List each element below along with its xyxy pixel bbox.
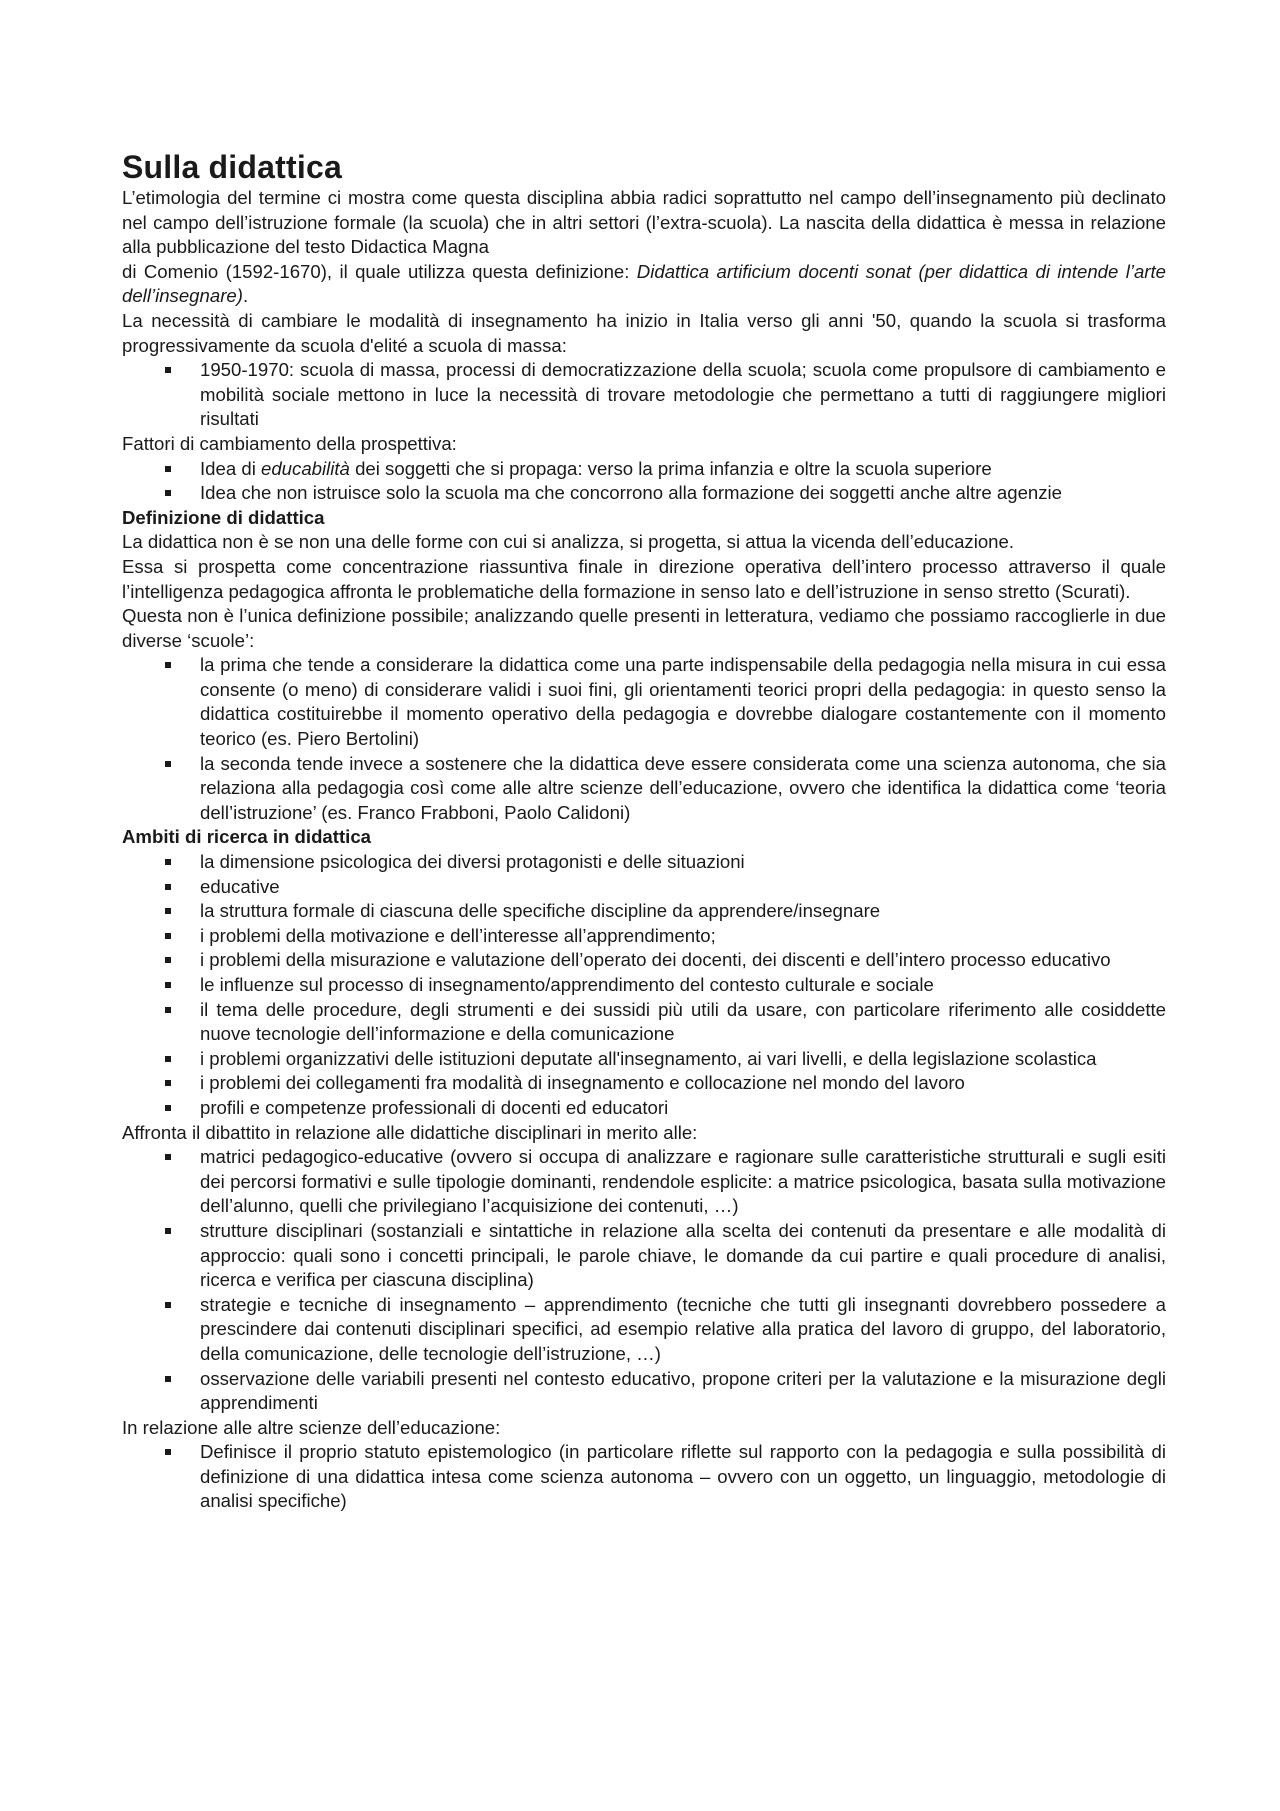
list-item: profili e competenze professionali di docenti ed educatori	[200, 1096, 1166, 1121]
list-item: Idea di educabilità dei soggetti che si propaga: verso la prima infanzia e oltre la scuola superiore	[200, 457, 1166, 482]
list-item: le influenze sul processo di insegnamento/apprendimento del contesto culturale e sociale	[200, 973, 1166, 998]
bullet-icon	[165, 466, 171, 472]
list-item: la dimensione psicologica dei diversi protagonisti e delle situazioni	[200, 850, 1166, 875]
bullet-icon	[165, 884, 171, 890]
bullet-icon	[165, 1154, 171, 1160]
definizione-paragraph-3: Questa non è l’unica definizione possibile; analizzando quelle presenti in letteratura, vediamo che possiamo raccoglierle in due diverse ‘scuole’:	[122, 605, 1166, 651]
list-item: la struttura formale di ciascuna delle specifiche discipline da apprendere/insegnare	[200, 899, 1166, 924]
list-item: i problemi dei collegamenti fra modalità di insegnamento e collocazione nel mondo del lavoro	[200, 1071, 1166, 1096]
definizione-paragraph-1: La didattica non è se non una delle forme con cui si analizza, si progetta, si attua la vicenda dell’educazione.	[122, 531, 1015, 553]
list-item: i problemi organizzativi delle istituzioni deputate all'insegnamento, ai vari livelli, e della legislazione scolastica	[200, 1047, 1166, 1072]
intro-paragraph-1: L’etimologia del termine ci mostra come questa disciplina abbia radici soprattutto nel campo dell’insegnamento più declinato nel campo dell’istruzione formale (la scuola) che in altri settori (l’extra-scuola). La nascita della didattica è messa in relazione alla pubblicazione del testo Didactica Magna	[122, 187, 1166, 258]
list-item: Idea che non istruisce solo la scuola ma che concorrono alla formazione dei soggetti anche altre agenzie	[200, 481, 1166, 506]
bullet-icon	[165, 957, 171, 963]
bullet-icon	[165, 490, 171, 496]
bullet-icon	[165, 1449, 171, 1455]
bullet-icon	[165, 982, 171, 988]
intro-paragraph-4: Fattori di cambiamento della prospettiva:	[122, 432, 457, 454]
bullet-icon	[165, 859, 171, 865]
list-item: educative	[200, 875, 1166, 900]
ambiti-list	[122, 850, 1166, 1121]
definizione-list	[122, 653, 1166, 825]
list-item: la seconda tende invece a sostenere che la didattica deve essere considerata come una scienza autonoma, che sia relaziona alla pedagogia così come alle altre scienze dell’educazione, ovvero che identifica la didattica come ‘teoria dell’istruzione’ (es. Franco Frabboni, Paolo Calidoni)	[200, 752, 1166, 826]
bullet-icon	[165, 1105, 171, 1111]
list-item: i problemi della motivazione e dell’interesse all’apprendimento;	[200, 924, 1166, 949]
bullet-icon	[165, 662, 171, 668]
list-item: osservazione delle variabili presenti nel contesto educativo, propone criteri per la valutazione e la misurazione degli apprendimenti	[200, 1367, 1166, 1416]
list-item: 1950-1970: scuola di massa, processi di democratizzazione della scuola; scuola come propulsore di cambiamento e mobilità sociale mettono in luce la necessità di trovare metodologie che permettano a tutti di raggiungere migliori risultati	[200, 358, 1166, 432]
dibattito-paragraph: Affronta il dibattito in relazione alle didattiche disciplinari in merito alle:	[122, 1121, 698, 1143]
intro-p2-end: .	[242, 285, 249, 307]
intro-paragraph-2	[122, 260, 1166, 309]
list-item: matrici pedagogico-educative (ovvero si occupa di analizzare e ragionare sulle caratteristiche strutturali e sugli esiti dei percorsi formativi e sulle tipologie dominanti, rendendole esplicite: a matrice psicologica, basata sulla motivazione dell’alunno, quelli che privilegiano l’acquisizione dei contenuti, …)	[200, 1145, 1166, 1219]
section-heading-definizione: Definizione di didattica	[122, 506, 325, 528]
bullet-icon	[165, 908, 171, 914]
bullet-icon	[165, 1007, 171, 1013]
scienze-paragraph: In relazione alle altre scienze dell’educazione:	[122, 1416, 501, 1438]
list-item: strutture disciplinari (sostanziali e sintattiche in relazione alla scelta dei contenuti da presentare e alle modalità di approccio: quali sono i concetti principali, le parole chiave, le domande da cui partire e quali procedure di analisi, ricerca e verifica per ciascuna disciplina)	[200, 1219, 1166, 1293]
section-heading-ambiti: Ambiti di ricerca in didattica	[122, 826, 372, 848]
list-item: strategie e tecniche di insegnamento – apprendimento (tecniche che tutti gli insegnanti dovrebbero possedere a prescindere dai contenuti disciplinari specifici, ad esempio relative alla pratica del lavoro di gruppo, del laboratorio, della comunicazione, delle tecnologie dell’istruzione, …)	[200, 1293, 1166, 1367]
list-item: i problemi della misurazione e valutazione dell’operato dei docenti, dei discenti e dell’intero processo educativo	[200, 948, 1166, 973]
bullet-icon	[165, 1376, 171, 1382]
definizione-paragraph-2: Essa si prospetta come concentrazione riassuntiva finale in direzione operativa dell’intero processo attraverso il quale l’intelligenza pedagogica affronta le problematiche della formazione in senso lato e dell’istruzione in senso stretto (Scurati).	[122, 555, 1166, 602]
list-item: la prima che tende a considerare la didattica come una parte indispensabile della pedagogia nella misura in cui essa consente (o meno) di considerare validi i suoi fini, gli orientamenti teorici propri della pedagogia: in questo senso la didattica costituirebbe il momento operativo della pedagogia e dovrebbe dialogare costantemente con il momento teorico (es. Piero Bertolini)	[200, 653, 1166, 751]
bullet-icon	[165, 367, 171, 373]
bullet-icon	[165, 933, 171, 939]
bullet-icon	[165, 1080, 171, 1086]
list-item: Definisce il proprio statuto epistemologico (in particolare riflette sul rapporto con la pedagogia e sulla possibilità di definizione di una didattica intesa come scienza autonoma – ovvero con un oggetto, un linguaggio, metodologie di analisi specifiche)	[200, 1440, 1166, 1514]
intro-paragraph-3: La necessità di cambiare le modalità di insegnamento ha inizio in Italia verso gli anni '50, quando la scuola si trasforma progressivamente da scuola d'elité a scuola di massa:	[122, 309, 1166, 356]
bullet-icon	[165, 761, 171, 767]
intro-p2-start: di Comenio (1592-1670), il quale utilizza questa definizione:	[122, 260, 637, 282]
list-item: il tema delle procedure, degli strumenti e dei sussidi più utili da usare, con particolare riferimento alle cosiddette nuove tecnologie dell’informazione e della comunicazione	[200, 998, 1166, 1047]
bullet-icon	[165, 1302, 171, 1308]
intro-list-1	[122, 358, 1166, 432]
document-page	[122, 148, 1166, 1514]
intro-list-2	[122, 457, 1166, 506]
bullet-icon	[165, 1228, 171, 1234]
bullet-icon	[165, 1056, 171, 1062]
scienze-list	[122, 1440, 1166, 1514]
page-title: Sulla didattica	[122, 149, 342, 185]
intro-p2-italic: Didattica artificium docenti sonat (per didattica di intende l’arte dell’insegnare)	[122, 260, 1167, 307]
dibattito-list	[122, 1145, 1166, 1416]
